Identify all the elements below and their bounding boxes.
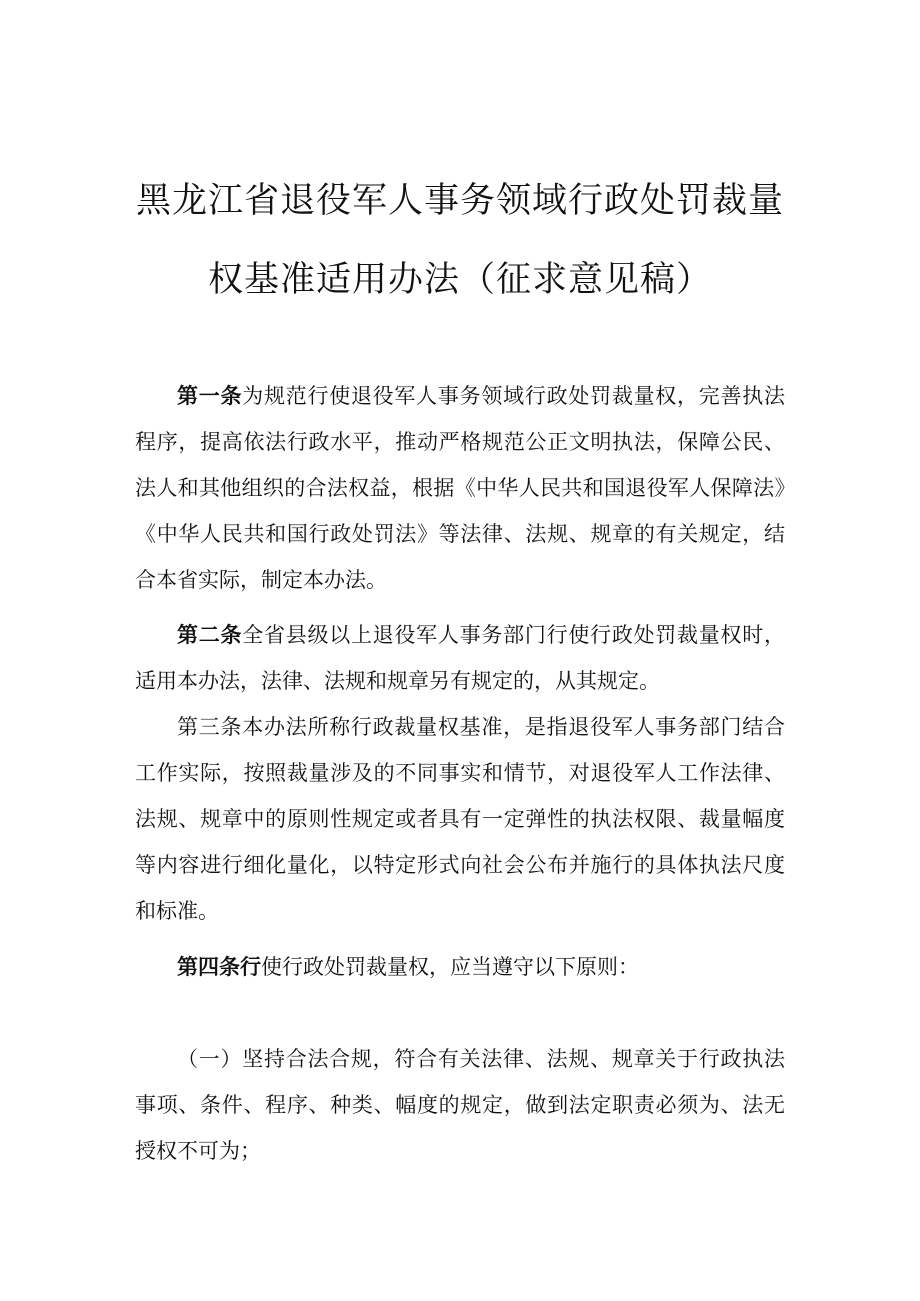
article-1-text: 为规范行使退役军人事务领域行政处罚裁量权，完善执法程序，提高依法行政水平，推动严格规范公正文明执法，保障公民、法人和其他组织的合法权益，根据《中华人民共和国退役军人保障法》《中华人民共和国行政处罚法》等法律、法规、规章的有关规定，结合本省实际，制定本办法。 <box>135 384 786 592</box>
article-1 <box>135 373 785 603</box>
article-4-heading: 第四条行 <box>177 955 261 979</box>
article-4 <box>135 944 785 990</box>
article-3 <box>135 704 785 934</box>
document-title-line-1: 黑龙江省退役军人事务领域行政处罚裁量 <box>135 181 784 221</box>
article-2 <box>135 612 785 704</box>
article-4-item-1-text: （一）坚持合法合规，符合有关法律、法规、规章关于行政执法事项、条件、程序、种类、幅度的规定，做到法定职责必须为、法无授权不可为； <box>135 1047 785 1163</box>
article-4-item-1 <box>135 1036 785 1174</box>
article-3-text: 第三条本办法所称行政裁量权基准，是指退役军人事务部门结合工作实际，按照裁量涉及的不同事实和情节，对退役军人工作法律、法规、规章中的原则性规定或者具有一定弹性的执法权限、裁量幅度等内容进行细化量化，以特定形式向社会公布并施行的具体执法尺度和标准。 <box>135 715 785 923</box>
article-1-heading: 第一条 <box>177 384 243 408</box>
article-4-text: 使行政处罚裁量权，应当遵守以下原则： <box>261 955 639 979</box>
document-title-line-2: 权基准适用办法（征求意见稿） <box>207 260 712 300</box>
article-2-text: 全省县级以上退役军人事务部门行使行政处罚裁量权时，适用本办法，法律、法规和规章另有规定的，从其规定。 <box>135 623 786 693</box>
article-2-heading: 第二条 <box>177 623 243 647</box>
